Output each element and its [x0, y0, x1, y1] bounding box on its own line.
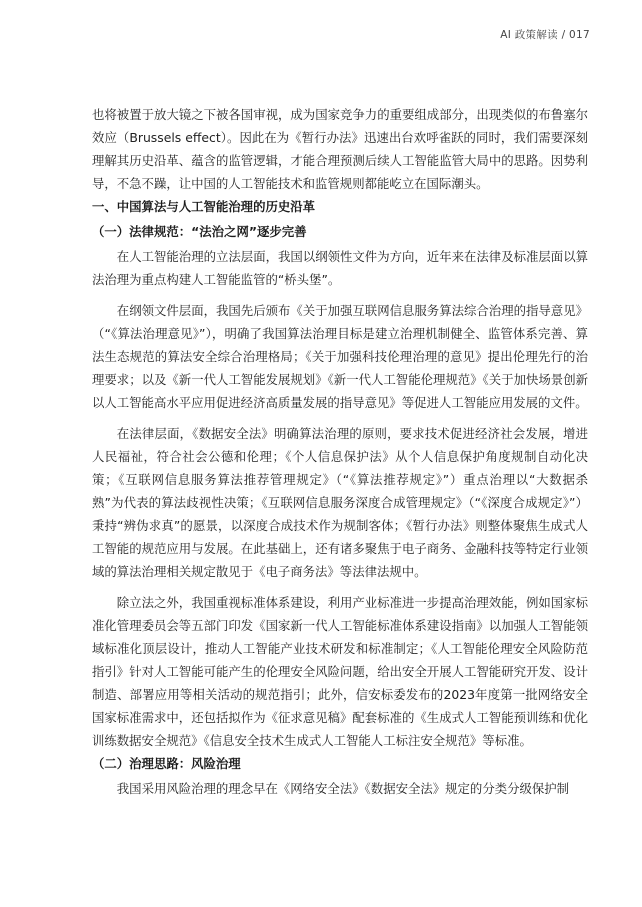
- subsection-heading-risk: （二）治理思路：风险治理: [92, 756, 241, 771]
- body-paragraph-policy-documents: 在纲领文件层面，我国先后颁布《关于加强互联网信息服务算法综合治理的指导意见》（“《算法治理意见》”），明确了我国算法治理目标是建立治理机制健全、监管体系完善、算法生态规范的算法安全综合治理格局；《关于加强科技伦理治理的意见》提出伦理先行的治理要求；以及《新一代人工智能发展规划》《新一代人工智能伦理规范》《关于加快场景创新以人工智能高水平应用促进经济高质量发展的指导意见》等促进人工智能应用发展的文件。: [92, 303, 588, 410]
- body-paragraph-standards: 除立法之外，我国重视标准体系建设，利用产业标准进一步提高治理效能，例如国家标准化管理委员会等五部门印发《国家新一代人工智能标准体系建设指南》以加强人工智能领域标准化顶层设计，推动人工智能产业技术研发和标准制定；《人工智能伦理安全风险防范指引》针对人工智能可能产生的伦理安全风险问题，给出安全开展人工智能研究开发、设计制造、部署应用等相关活动的规范指引；此外，信安标委发布的2023年度第一批网络安全国家标准需求中，还包括拟作为《征求意见稿》配套标准的《生成式人工智能预训练和优化训练数据安全规范》《信息安全技术生成式人工智能人工标注安全规范》等标准。: [92, 595, 588, 748]
- section-heading: 一、中国算法与人工智能治理的历史沿革: [92, 199, 316, 214]
- body-paragraph-risk-governance: 我国采用风险治理的理念早在《网络安全法》《数据安全法》规定的分类分级保护制: [116, 781, 570, 796]
- article-body: [92, 103, 588, 800]
- page-header: AI 政策解读 / 017: [500, 29, 590, 41]
- subsection-heading-legal: （一）法律规范：“法治之网”逐步完善: [92, 224, 307, 239]
- body-paragraph-legislation: 在人工智能治理的立法层面，我国以纲领性文件为方向，近年来在法律及标准层面以算法治理为重点构建人工智能监管的“桥头堡”。: [92, 249, 588, 287]
- body-paragraph-intro: 也将被置于放大镜之下被各国审视，成为国家竞争力的重要组成部分，出现类似的布鲁塞尔效应（Brussels effect）。因此在为《暂行办法》迅速出台欢呼雀跃的同时，我们需要深刻理解其历史沿革、蕴含的监管逻辑，才能合理预测后续人工智能监管大局中的思路。因势利导，不急不躁，让中国的人工智能技术和监管规则都能屹立在国际潮头。: [92, 107, 588, 191]
- body-paragraph-law-level: 在法律层面，《数据安全法》明确算法治理的原则，要求技术促进经济社会发展，增进人民福祉，符合社会公德和伦理；《个人信息保护法》从个人信息保护角度规制自动化决策；《互联网信息服务算法推荐管理规定》（“《算法推荐规定》”）重点治理以“大数据杀熟”为代表的算法歧视性决策；《互联网信息服务深度合成管理规定》（“《深度合成规定》”）秉持“辨伪求真”的愿景，以深度合成技术作为规制客体；《暂行办法》则整体聚焦生成式人工智能的规范应用与发展。在此基础上，还有诸多聚焦于电子商务、金融科技等特定行业领域的算法治理相关规定散见于《电子商务法》等法律法规中。: [92, 426, 588, 579]
